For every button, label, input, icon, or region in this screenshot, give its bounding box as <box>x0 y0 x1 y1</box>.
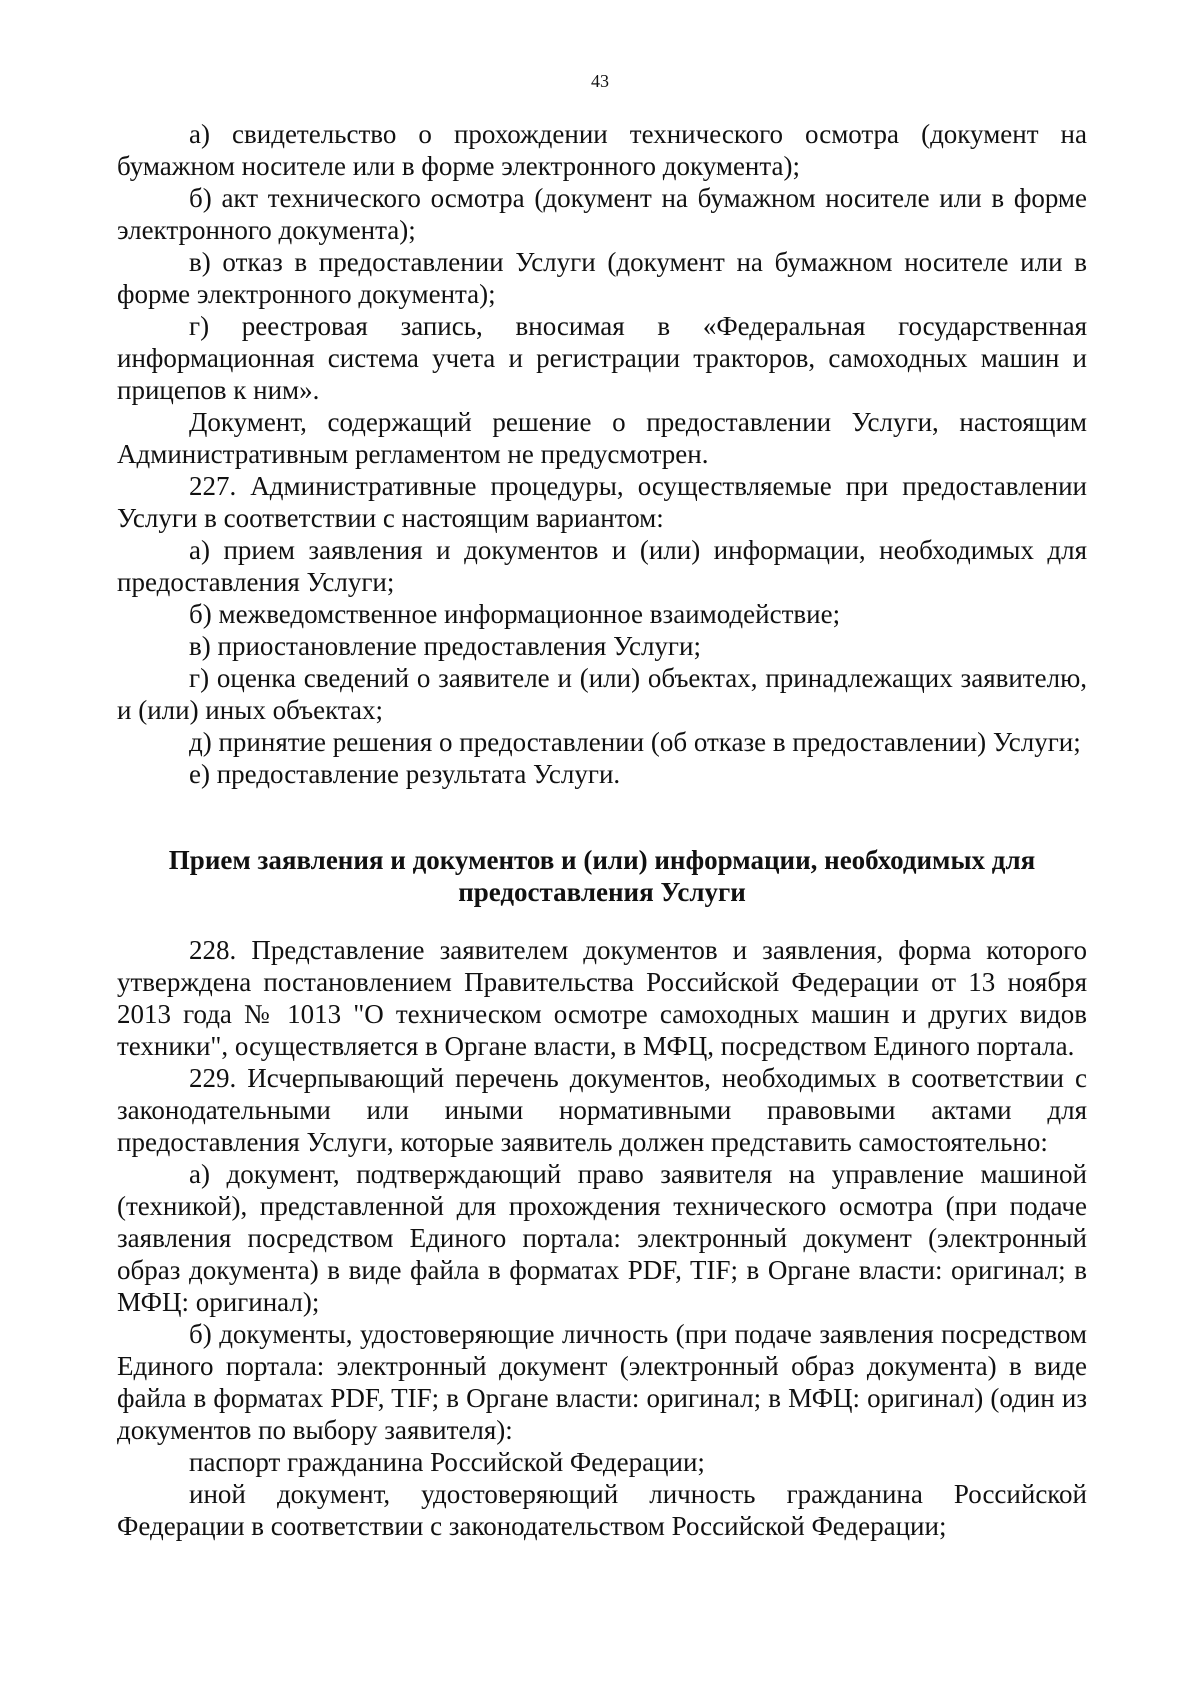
paragraph-passport: паспорт гражданина Российской Федерации; <box>189 1447 705 1477</box>
section-heading-line-1: Прием заявления и документов и (или) информации, необходимых для <box>168 845 1036 875</box>
paragraph-227-item-d: д) принятие решения о предоставлении (об отказе в предоставлении) Услуги; <box>189 727 1081 757</box>
section-heading-line-2: предоставления Услуги <box>458 877 746 907</box>
paragraph-229-item-b: б) документы, удостоверяющие личность (при подаче заявления посредством Единого портала: электронный документ (электронный образ документа) в виде файла в форматах PDF, TIF; в Органе власти: оригинал; в МФЦ: оригинал) (один из документов по выбору заявителя): <box>117 1319 1087 1445</box>
paragraph-227-item-b: б) межведомственное информационное взаимодействие; <box>189 599 841 629</box>
paragraph-227-item-v: в) приостановление предоставления Услуги; <box>189 631 701 661</box>
paragraph-227: 227. Административные процедуры, осуществляемые при предоставлении Услуги в соответствии с настоящим вариантом: <box>117 471 1087 533</box>
paragraph-227-item-e: е) предоставление результата Услуги. <box>189 759 621 789</box>
section-heading <box>117 844 1087 908</box>
paragraph-228: 228. Представление заявителем документов и заявления, форма которого утверждена постановлением Правительства Российской Федерации от 13 ноября 2013 года № 1013 "О техническом осмотре самоходных машин и других видов техники", осуществляется в Органе власти, в МФЦ, посредством Единого портала. <box>117 935 1087 1061</box>
page-number: 43 <box>591 71 609 91</box>
paragraph-other-id-document: иной документ, удостоверяющий личность гражданина Российской Федерации в соответствии с законодательством Российской Федерации; <box>117 1479 1087 1541</box>
paragraph-227-item-g: г) оценка сведений о заявителе и (или) объектах, принадлежащих заявителю, и (или) иных объектах; <box>117 663 1087 725</box>
paragraph-item-g-registry-record: г) реестровая запись, вносимая в «Федеральная государственная информационная система учета и регистрации тракторов, самоходных машин и прицепов к ним». <box>117 311 1087 405</box>
paragraph-item-v-refusal: в) отказ в предоставлении Услуги (документ на бумажном носителе или в форме электронного документа); <box>117 247 1087 309</box>
paragraph-229-item-a: а) документ, подтверждающий право заявителя на управление машиной (техникой), представленной для прохождения технического осмотра (при подаче заявления посредством Единого портала: электронный документ (электронный образ документа) в виде файла в форматах PDF, TIF; в Органе власти: оригинал; в МФЦ: оригинал); <box>117 1159 1087 1317</box>
paragraph-item-a-certificate: а) свидетельство о прохождении технического осмотра (документ на бумажном носителе или в форме электронного документа); <box>117 119 1087 181</box>
paragraph-227-item-a: а) прием заявления и документов и (или) информации, необходимых для предоставления Услуги; <box>117 535 1087 597</box>
paragraph-decision-document-note: Документ, содержащий решение о предоставлении Услуги, настоящим Административным регламентом не предусмотрен. <box>117 407 1087 469</box>
paragraph-item-b-inspection-act: б) акт технического осмотра (документ на бумажном носителе или в форме электронного документа); <box>117 183 1087 245</box>
document-body <box>117 118 1087 1542</box>
paragraph-229: 229. Исчерпывающий перечень документов, необходимых в соответствии с законодательными или иными нормативными правовыми актами для предоставления Услуги, которые заявитель должен представить самостоятельно: <box>117 1063 1087 1157</box>
